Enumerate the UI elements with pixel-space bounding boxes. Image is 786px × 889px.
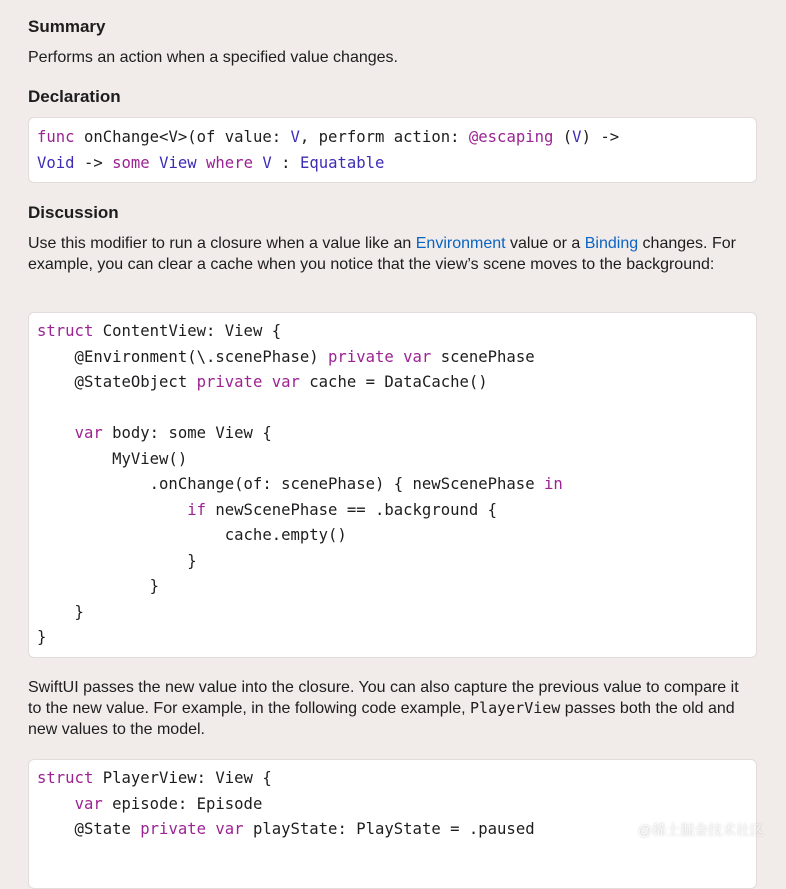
code-token: @StateObject bbox=[37, 373, 197, 391]
discussion-paragraph-2 bbox=[28, 677, 756, 740]
code-token: Equatable bbox=[299, 153, 385, 172]
code-token bbox=[197, 154, 206, 172]
code-token: where bbox=[206, 153, 253, 172]
code-token: struct bbox=[37, 769, 94, 787]
player-view-code-reference: PlayerView bbox=[470, 699, 561, 717]
code-token: } bbox=[37, 551, 197, 570]
summary-heading: Summary bbox=[28, 17, 106, 36]
code-token: .onChange(of: scenePhase) { newScenePhase bbox=[37, 475, 544, 493]
code-token bbox=[206, 820, 215, 838]
code-line bbox=[37, 574, 563, 600]
code-token: PlayerView: View { bbox=[93, 769, 272, 787]
watermark: @稀土掘金技术社区 bbox=[637, 822, 764, 838]
content-view-code bbox=[37, 319, 563, 651]
code-line bbox=[37, 472, 563, 498]
discussion-paragraph-1 bbox=[28, 233, 756, 275]
code-token: View bbox=[159, 153, 197, 172]
code-token: body: some View { bbox=[102, 424, 272, 442]
code-token: private bbox=[196, 373, 263, 391]
code-token: ) -> bbox=[581, 128, 620, 146]
code-token: -> bbox=[74, 153, 113, 172]
code-token: MyView() bbox=[37, 449, 188, 468]
declaration-heading: Declaration bbox=[28, 87, 121, 106]
code-token: } bbox=[37, 628, 47, 646]
code-token: , perform action: bbox=[299, 128, 469, 146]
code-token: some bbox=[112, 153, 150, 172]
code-line bbox=[37, 421, 563, 447]
code-token: episode: Episode bbox=[102, 794, 263, 813]
content-view-code-block bbox=[28, 312, 757, 658]
code-line bbox=[37, 549, 563, 575]
code-token: cache.empty() bbox=[37, 526, 347, 544]
paragraph-text: Use this modifier to run a closure when a value like an bbox=[28, 235, 416, 252]
code-token: playState: PlayState = .paused bbox=[243, 820, 535, 838]
code-token: ( bbox=[553, 128, 573, 146]
code-token: scenePhase bbox=[431, 347, 535, 366]
code-token: onChange<V>(of value: bbox=[74, 128, 291, 146]
code-line bbox=[37, 498, 563, 524]
code-line bbox=[37, 151, 619, 177]
code-token: } bbox=[37, 602, 84, 621]
code-token: private bbox=[140, 820, 206, 838]
code-line bbox=[37, 345, 563, 371]
code-line bbox=[37, 447, 563, 473]
code-token: V bbox=[290, 128, 300, 146]
code-token: func bbox=[37, 128, 75, 146]
environment-link[interactable]: Environment bbox=[415, 235, 506, 252]
code-token bbox=[394, 348, 403, 366]
paragraph-text: passes both the old and new values to the model. bbox=[28, 700, 735, 738]
code-token: var bbox=[403, 347, 432, 366]
code-line bbox=[37, 817, 535, 843]
code-line bbox=[37, 396, 563, 422]
code-line bbox=[37, 125, 619, 151]
summary-text: Performs an action when a specified value changes. bbox=[28, 49, 398, 66]
code-token: var bbox=[271, 373, 300, 391]
code-token: Void bbox=[37, 153, 75, 172]
code-line bbox=[37, 625, 563, 651]
code-line bbox=[37, 600, 563, 626]
code-line bbox=[37, 319, 563, 345]
declaration-code-block bbox=[28, 117, 757, 183]
code-token: newScenePhase == .background { bbox=[206, 500, 498, 519]
binding-link[interactable]: Binding bbox=[584, 235, 639, 252]
code-token: private bbox=[328, 347, 394, 366]
code-line bbox=[37, 792, 535, 818]
declaration-code bbox=[37, 125, 619, 176]
code-token bbox=[37, 795, 75, 813]
code-token: var bbox=[74, 424, 103, 442]
code-token: @Environment(\.scenePhase) bbox=[37, 347, 329, 366]
code-token: struct bbox=[37, 322, 94, 340]
code-line bbox=[37, 370, 563, 396]
code-token: var bbox=[215, 820, 244, 838]
code-token bbox=[262, 373, 271, 391]
code-token: var bbox=[74, 794, 103, 813]
code-token: @State bbox=[37, 820, 141, 838]
code-token: cache = DataCache() bbox=[299, 373, 488, 391]
paragraph-text: value or a bbox=[505, 235, 585, 252]
paragraph-text: changes. For example, you can clear a cache when you notice that the view’s scene moves to the background: bbox=[28, 235, 736, 273]
code-token: if bbox=[187, 500, 206, 519]
paragraph-text: SwiftUI passes the new value into the closure. You can also capture the previous value to compare it to the new value. For example, in the following code example, bbox=[28, 679, 739, 717]
code-token: : bbox=[271, 153, 300, 172]
code-token: in bbox=[543, 475, 563, 493]
code-token: @escaping bbox=[468, 128, 554, 146]
player-view-code bbox=[37, 766, 535, 843]
code-token bbox=[150, 154, 159, 172]
code-token: } bbox=[37, 577, 160, 595]
code-token bbox=[37, 501, 187, 519]
code-line bbox=[37, 523, 563, 549]
code-token bbox=[37, 424, 75, 442]
code-line bbox=[37, 766, 535, 792]
code-token: V bbox=[572, 128, 582, 146]
code-token: V bbox=[252, 153, 272, 172]
code-token: ContentView: View { bbox=[93, 322, 282, 340]
discussion-heading: Discussion bbox=[28, 203, 119, 222]
